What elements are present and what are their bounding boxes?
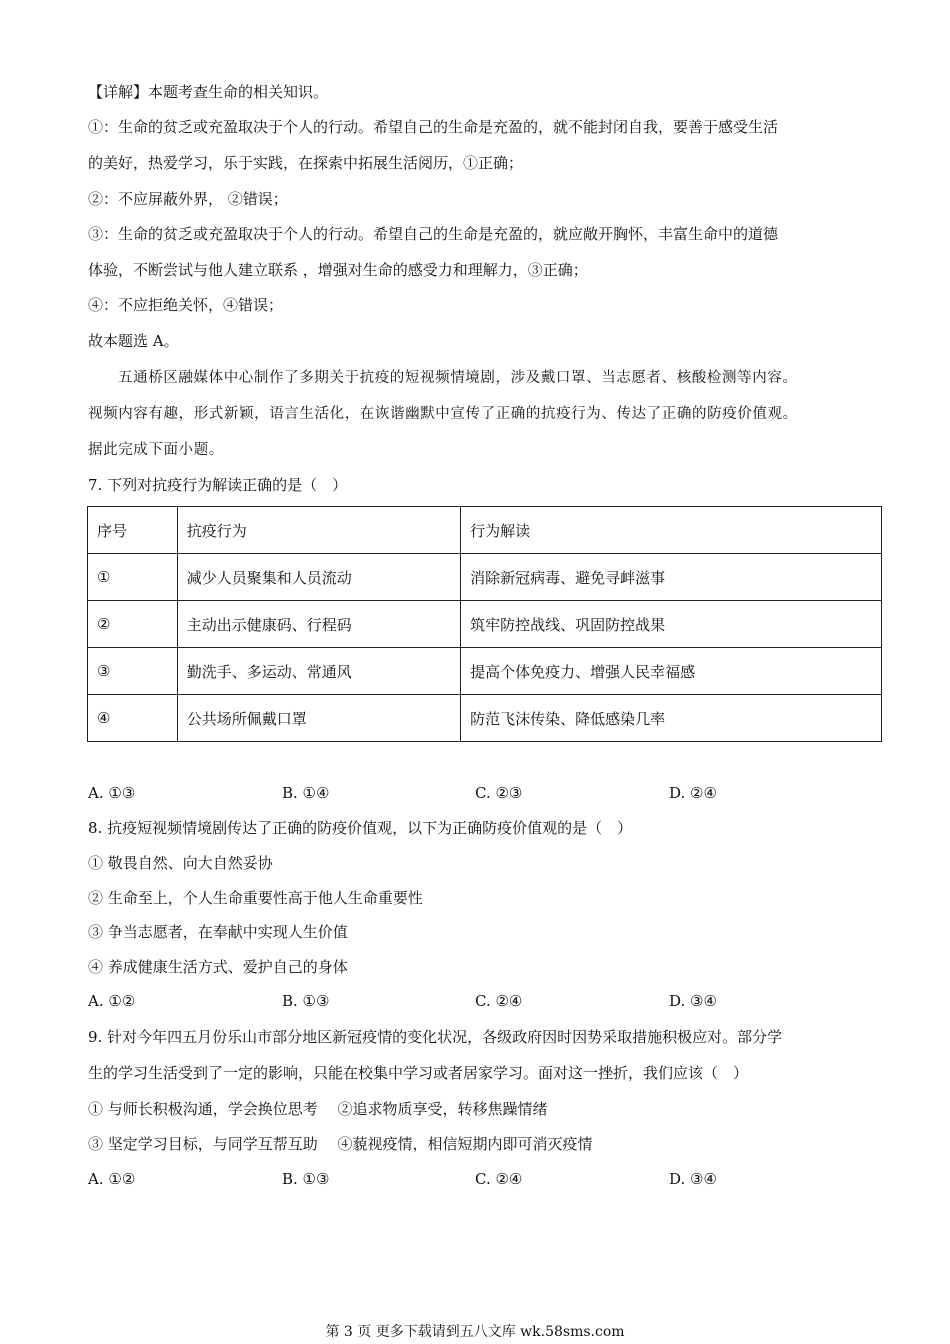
- detail-line-1: ①：生命的贫乏或充盈取决于个人的行动。希望自己的生命是充盈的，就不能封闭自我，要善于感受生活: [88, 118, 779, 136]
- q9-option-a: A. ①②: [88, 1170, 136, 1188]
- q9-option-b: B. ①③: [282, 1170, 330, 1188]
- q7-options: [88, 783, 868, 803]
- table-header-cell: 抗疫行为: [177, 507, 460, 554]
- detail-line-4: ③：生命的贫乏或充盈取决于个人的行动。希望自己的生命是充盈的，就应敞开胸怀，丰富生命中的道德: [88, 225, 779, 243]
- q9-stem-line-1: 9. 针对今年四五月份乐山市部分地区新冠疫情的变化状况，各级政府因时因势采取措施积极应对。部分学: [88, 1028, 783, 1046]
- table-cell: 主动出示健康码、行程码: [177, 601, 460, 648]
- detail-line-5: 体验，不断尝试与他人建立联系 ，增强对生命的感受力和理解力，③正确；: [88, 261, 588, 279]
- table-row: [88, 648, 882, 695]
- table-row: [88, 554, 882, 601]
- table-header-cell: 序号: [88, 507, 178, 554]
- passage-line-2: 视频内容有趣，形式新颖，语言生活化，在诙谐幽默中宣传了正确的抗疫行为、传达了正确的防疫价值观。: [88, 406, 798, 422]
- table-cell: ④: [88, 695, 178, 742]
- table-cell: 筑牢防控战线、巩固防控战果: [461, 601, 882, 648]
- detail-line-2: 的美好，热爱学习，乐于实践，在探索中拓展生活阅历，①正确；: [88, 154, 524, 172]
- table-cell: 防范飞沫传染、降低感染几率: [461, 695, 882, 742]
- q7-option-d: D. ②④: [669, 784, 717, 802]
- q9-items-row-2: ③ 坚定学习目标，与同学互帮互助 ④藐视疫情，相信短期内即可消灭疫情: [88, 1135, 593, 1153]
- q9-items-row-1: ① 与师长积极沟通，学会换位思考 ②追求物质享受，转移焦躁情绪: [88, 1100, 548, 1118]
- q7-stem: 7. 下列对抗疫行为解读正确的是（ ）: [88, 476, 348, 494]
- table-row: [88, 601, 882, 648]
- detail-line-6: ④：不应拒绝关怀，④错误；: [88, 296, 284, 314]
- q8-item-4: ④ 养成健康生活方式、爱护自己的身体: [88, 958, 348, 976]
- q8-options: [88, 991, 868, 1011]
- table-cell: 减少人员聚集和人员流动: [177, 554, 460, 601]
- passage-line-3: 据此完成下面小题。: [88, 442, 224, 458]
- q7-option-a: A. ①③: [88, 784, 136, 802]
- q8-option-a: A. ①②: [88, 992, 136, 1010]
- q7-option-b: B. ①④: [282, 784, 330, 802]
- q9-stem-line-2: 生的学习生活受到了一定的影响，只能在校集中学习或者居家学习。面对这一挫折，我们应该（ ）: [88, 1064, 749, 1082]
- q8-option-b: B. ①③: [282, 992, 330, 1010]
- page-footer: 第 3 页 更多下载请到五八文库 wk.58sms.com: [325, 1324, 625, 1340]
- detail-line-3: ②：不应屏蔽外界， ②错误；: [88, 190, 288, 208]
- table-cell: ①: [88, 554, 178, 601]
- q8-option-d: D. ③④: [669, 992, 717, 1010]
- table-header-cell: 行为解读: [461, 507, 882, 554]
- detail-heading: 【详解】本题考查生命的相关知识。: [88, 83, 329, 101]
- q7-option-c: C. ②③: [475, 784, 523, 802]
- table-cell: 勤洗手、多运动、常通风: [177, 648, 460, 695]
- q9-options: [88, 1169, 868, 1189]
- q8-item-3: ③ 争当志愿者，在奉献中实现人生价值: [88, 923, 348, 941]
- detail-conclusion: 故本题选 A。: [88, 332, 179, 350]
- q8-option-c: C. ②④: [475, 992, 523, 1010]
- table-cell: 公共场所佩戴口罩: [177, 695, 460, 742]
- table-cell: ③: [88, 648, 178, 695]
- table-row: [88, 695, 882, 742]
- q7-table: [87, 506, 882, 742]
- table-cell: ②: [88, 601, 178, 648]
- passage-line-1: 五通桥区融媒体中心制作了多期关于抗疫的短视频情境剧，涉及戴口罩、当志愿者、核酸检测等内容。: [118, 370, 798, 386]
- table-header-row: [88, 507, 882, 554]
- q8-stem: 8. 抗疫短视频情境剧传达了正确的防疫价值观，以下为正确防疫价值观的是（ ）: [88, 819, 633, 837]
- q8-item-2: ② 生命至上，个人生命重要性高于他人生命重要性: [88, 889, 423, 907]
- table-cell: 提高个体免疫力、增强人民幸福感: [461, 648, 882, 695]
- q9-option-d: D. ③④: [669, 1170, 717, 1188]
- table-cell: 消除新冠病毒、避免寻衅滋事: [461, 554, 882, 601]
- q8-item-1: ① 敬畏自然、向大自然妥协: [88, 854, 273, 872]
- q9-option-c: C. ②④: [475, 1170, 523, 1188]
